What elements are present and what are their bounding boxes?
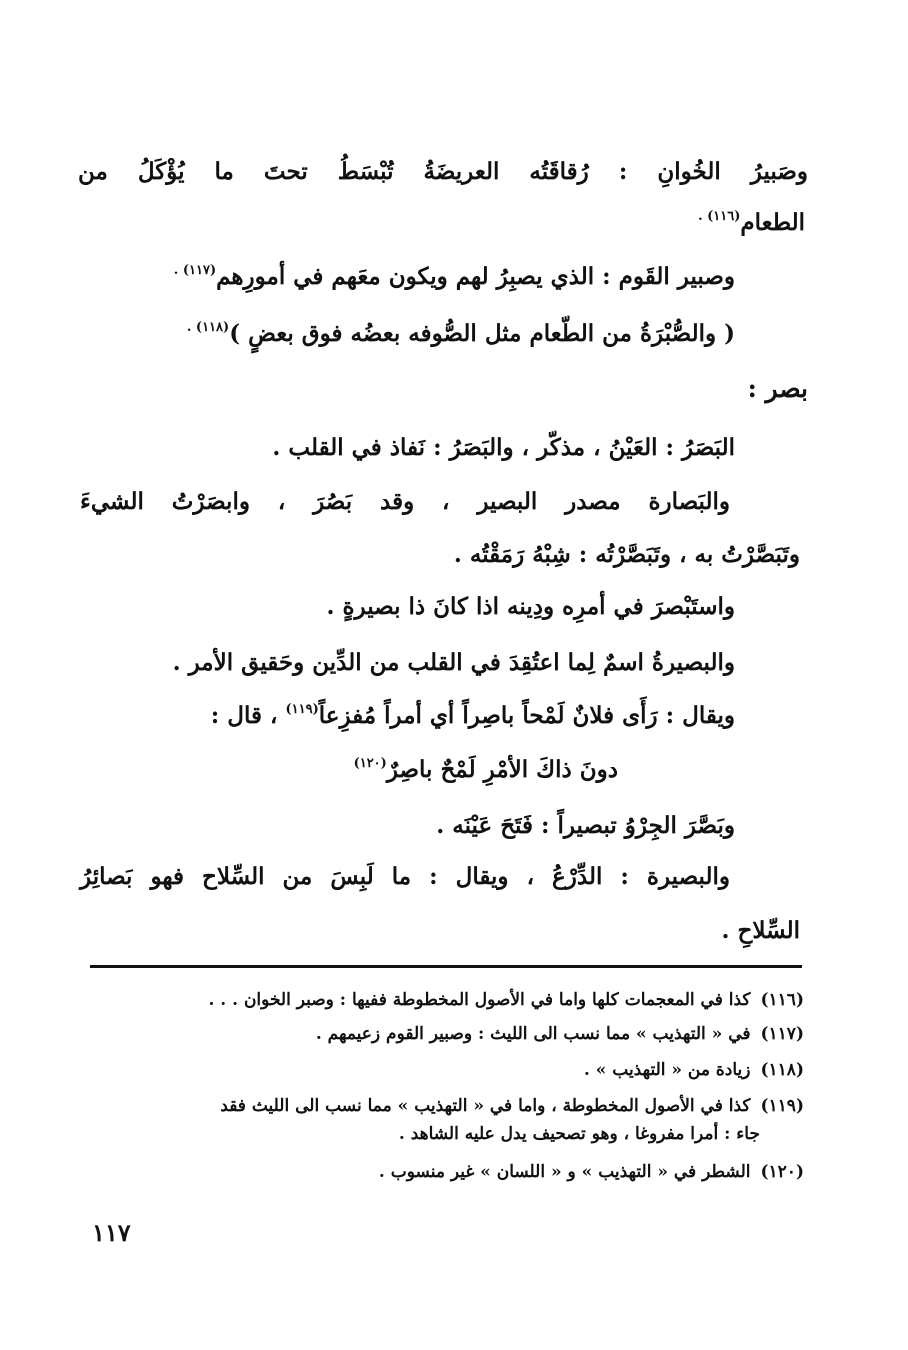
footnote-text: كذا في المعجمات كلها واما في الأصول المخطوطة ففيها : وصبر الخوان . . .: [208, 990, 751, 1010]
verse-line: [354, 755, 618, 785]
footnote-119-continued: [399, 1122, 760, 1146]
body-line-7: وتَبَصَّرْتُ به ، وتَبَصَّرْتُه : شِبْهُ رَمَقْتُه .: [453, 541, 800, 568]
body-line-11: وبَصَّرَ الجِرْوُ تبصيراً : فَتَحَ عَيْنَه .: [436, 812, 735, 839]
entry-heading: بصر :: [747, 374, 808, 403]
page-number: ١١٧: [92, 1218, 131, 1247]
footnote-117: [316, 1022, 804, 1046]
footnote-text: الشطر في « التهذيب » و « اللسان » غير منسوب .: [378, 1162, 751, 1182]
body-line-5: البَصَرُ : العَيْنُ ، مذكّر ، والبَصَرُ : نَفاذ في القلب .: [272, 434, 735, 461]
body-line-10: [211, 701, 735, 731]
body-line-3: [174, 262, 735, 292]
body-line-13: السِّلاحِ .: [721, 917, 800, 944]
footnote-ref: (١٢٠): [353, 756, 387, 771]
footnote-number: (١١٦): [760, 990, 804, 1010]
footnote-text: كذا في الأصول المخطوطة ، واما في « التهذيب » مما نسب الى الليث فقد: [220, 1096, 751, 1116]
footnote-number: (١١٨): [760, 1060, 804, 1080]
body-text: وصبير القَوم : الذي يصبِرُ لهم ويكون معَهم في أمورِهم: [216, 263, 735, 290]
footnote-text: في « التهذيب » مما نسب الى الليث : وصبير القوم زعيمهم .: [315, 1024, 751, 1044]
footnote-ref: (١١٩): [285, 702, 319, 717]
footnote-ref: (١١٧) .: [173, 263, 217, 278]
footnote-text: زيادة من « التهذيب » .: [583, 1060, 751, 1080]
body-line-2: [698, 208, 805, 238]
footnote-120: [379, 1160, 804, 1184]
body-line-6: والبَصارة مصدر البصير ، وقد بَصُرَ ، وابصَرْتُ الشيءَ: [80, 488, 730, 515]
body-text: الطعام: [740, 209, 805, 236]
body-line-12: والبصيرة : الدِّرْعُ ، ويقال : ما لَبِسَ من السِّلاح فهو بَصائِرُ: [80, 863, 730, 890]
footnote-number: (١٢٠): [760, 1162, 804, 1182]
body-text: ، قال :: [210, 702, 278, 729]
body-line-9: والبصيرةُ اسمٌ لِما اعتُقِدَ في القلب من الدِّين وحَقيق الأمر .: [172, 649, 735, 676]
footnote-116: [208, 988, 804, 1012]
body-text: ( والصُّبْرَةُ من الطّعام مثل الصُّوفه بعضُه فوق بعضٍ ): [229, 320, 735, 347]
footnote-ref: (١١٨) .: [186, 320, 230, 335]
body-line-8: واستَبْصرَ في أمرِه ودِينه اذا كانَ ذا بصيرةٍ .: [326, 593, 735, 620]
verse-text: دونَ ذاكَ الأمْرِ لَمْحٌ باصِرٌ: [386, 756, 618, 783]
footnote-number: (١١٩): [760, 1096, 804, 1116]
footnote-divider: [90, 965, 802, 968]
body-line-4: [187, 319, 735, 349]
footnote-ref: (١١٦) .: [698, 209, 741, 224]
footnote-number: (١١٧): [760, 1024, 804, 1044]
body-line-1: وصَبيرُ الخُوانِ : رُقاقَتُه العريضَةُ تُبْسَطُ تحتَ ما يُؤْكَلُ من: [78, 158, 808, 185]
footnote-text: جاء : أمرا مفروغا ، وهو تصحيف يدل عليه الشاهد .: [398, 1124, 760, 1144]
footnote-119: [220, 1094, 804, 1118]
body-text: ويقال : رَأَى فلانٌ لَمْحاً باصِراً أي أمراً مُفزِعاً: [318, 702, 735, 729]
footnote-118: [584, 1058, 804, 1082]
